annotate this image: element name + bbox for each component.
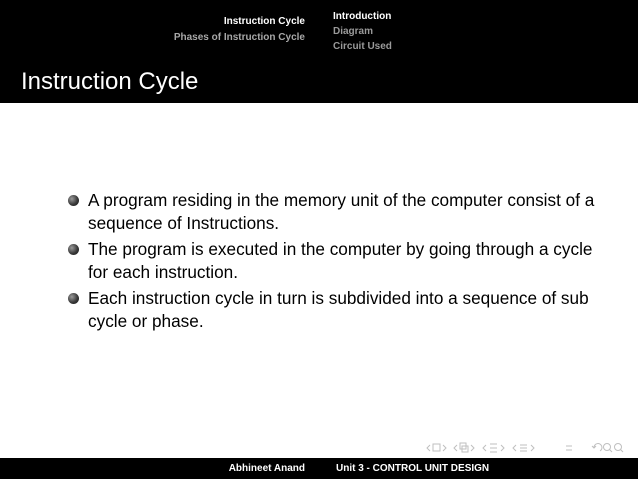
list-item — [68, 238, 608, 284]
frame-title: Instruction Cycle — [21, 68, 199, 95]
slide-prev-icon[interactable] — [427, 445, 430, 451]
section-icon — [520, 445, 527, 451]
list-item — [68, 189, 608, 235]
bullet-ball-icon — [68, 195, 79, 206]
section-prev-icon[interactable] — [513, 445, 516, 451]
section-link-phases[interactable]: Phases of Instruction Cycle — [173, 32, 305, 43]
navigation-symbols — [424, 440, 624, 456]
document-icon — [566, 446, 572, 450]
footer-title: Unit 3 - CONTROL UNIT DESIGN — [336, 463, 490, 474]
subsection-next-icon[interactable] — [501, 445, 504, 451]
bullet-list — [68, 189, 608, 336]
list-item-text: Each instruction cycle in turn is subdivided into a sequence of sub cycle or phase. — [88, 288, 589, 331]
subsection-icon — [490, 444, 497, 452]
subsection-link-circuit-used[interactable]: Circuit Used — [333, 41, 392, 52]
footer-author: Abhineet Anand — [228, 463, 305, 474]
frame-prev-icon[interactable] — [454, 445, 457, 451]
list-item-text: A program residing in the memory unit of the computer consist of a sequence of Instructions. — [88, 190, 595, 233]
undo-icon[interactable] — [592, 444, 602, 451]
frame-icon — [460, 443, 468, 452]
zoom-icon[interactable] — [615, 444, 624, 453]
headline-bar — [0, 0, 638, 63]
frame-title-bar — [0, 63, 638, 103]
subsection-link-introduction[interactable]: Introduction — [333, 11, 392, 22]
slide-icon — [433, 444, 440, 451]
search-icon[interactable] — [604, 444, 613, 453]
section-navigation — [0, 0, 319, 63]
list-item — [68, 287, 608, 333]
subsection-link-diagram[interactable]: Diagram — [333, 26, 374, 37]
subsection-navigation — [319, 0, 638, 63]
list-item-text: The program is executed in the computer by going through a cycle for each instruction. — [88, 239, 593, 282]
section-next-icon[interactable] — [531, 445, 534, 451]
footer-bar — [0, 458, 638, 479]
frame-next-icon[interactable] — [471, 445, 474, 451]
slide-next-icon[interactable] — [443, 445, 446, 451]
section-link-instruction-cycle[interactable]: Instruction Cycle — [223, 16, 305, 27]
bullet-ball-icon — [68, 244, 79, 255]
subsection-prev-icon[interactable] — [483, 445, 486, 451]
bullet-ball-icon — [68, 293, 79, 304]
